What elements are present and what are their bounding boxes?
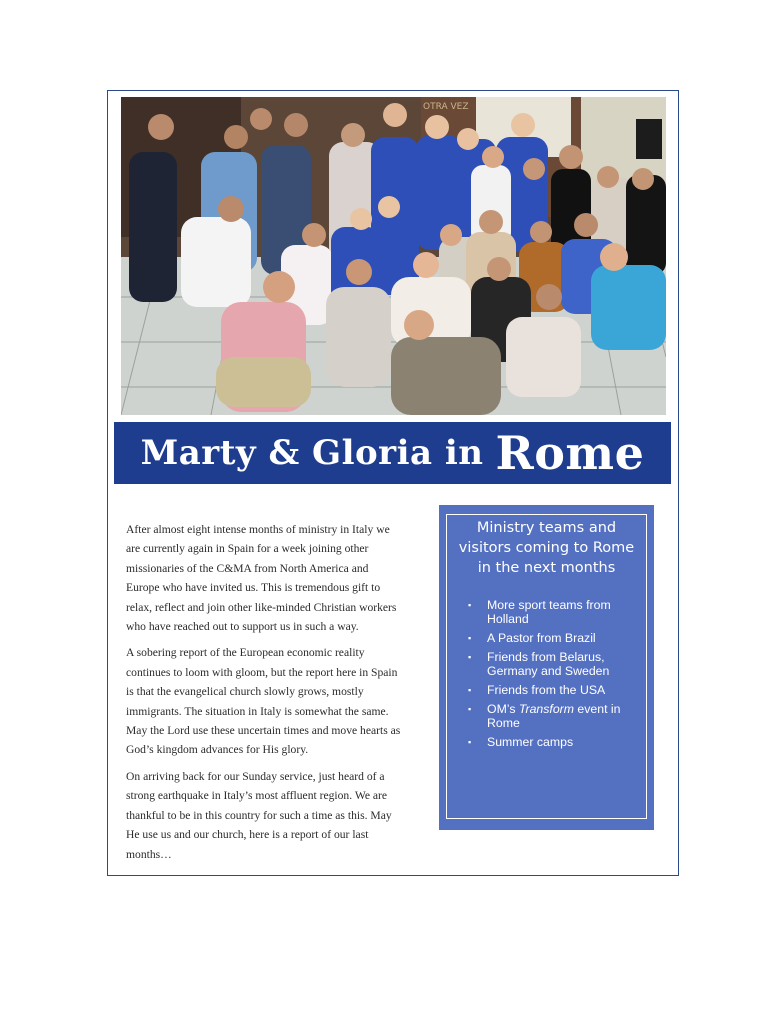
list-item: ▪ Friends from the USA bbox=[468, 683, 606, 697]
list-item: ▪ A Pastor from Brazil bbox=[468, 631, 596, 645]
bullet-icon: ▪ bbox=[468, 704, 472, 714]
bullet-icon: ▪ bbox=[468, 685, 472, 695]
transform-event-name: Transform bbox=[518, 702, 575, 716]
bullet-icon: ▪ bbox=[468, 652, 472, 662]
list-item: ▪ Summer camps bbox=[468, 735, 574, 749]
title-rome: Rome bbox=[495, 426, 645, 480]
title-names: Marty & Gloria in bbox=[140, 433, 484, 473]
group-photo bbox=[121, 97, 666, 415]
list-item: ▪ Friends from Belarus, Germany and Sweden bbox=[468, 650, 610, 678]
sidebar-title: Ministry teams and visitors coming to Rome in the next months bbox=[458, 520, 635, 576]
visitor-list bbox=[447, 598, 646, 749]
bullet-icon: ▪ bbox=[468, 600, 472, 610]
title-banner bbox=[114, 422, 671, 484]
article-paragraph: A sobering report of the European economic reality continues to loom with gloom, but the report here in Spain is that the evangelical church slowly grows, mostly immigrants. The situation in Italy is somewhat the same. May the Lord use these uncertain times and move hearts as God’s kingdom advances for His glory. bbox=[126, 646, 401, 757]
article-paragraph: After almost eight intense months of ministry in Italy we are currently again in Spain for a week joining other missionaries of the C&MA from North America and Europe who have invited us. This is tremendous gift to relax, reflect and join other like-minded Christian workers who have reached out to support us in such a way. bbox=[126, 523, 397, 634]
list-item: ▪ OM’s Transform event in Rome bbox=[468, 702, 621, 730]
bullet-icon: ▪ bbox=[468, 737, 472, 747]
bullet-icon: ▪ bbox=[468, 633, 472, 643]
sidebar-inner-frame bbox=[446, 514, 647, 819]
sidebar-box bbox=[439, 505, 654, 830]
article-paragraph: On arriving back for our Sunday service, just heard of a strong earthquake in Italy’s most affluent region. We are thankful to be in this country for such a time as this. May He use us and our church, here is a report of our last months… bbox=[126, 769, 392, 861]
article-body bbox=[126, 520, 404, 871]
photo-sign-text: OTRA VEZ bbox=[423, 102, 469, 112]
list-item: ▪ More sport teams from Holland bbox=[468, 598, 611, 626]
